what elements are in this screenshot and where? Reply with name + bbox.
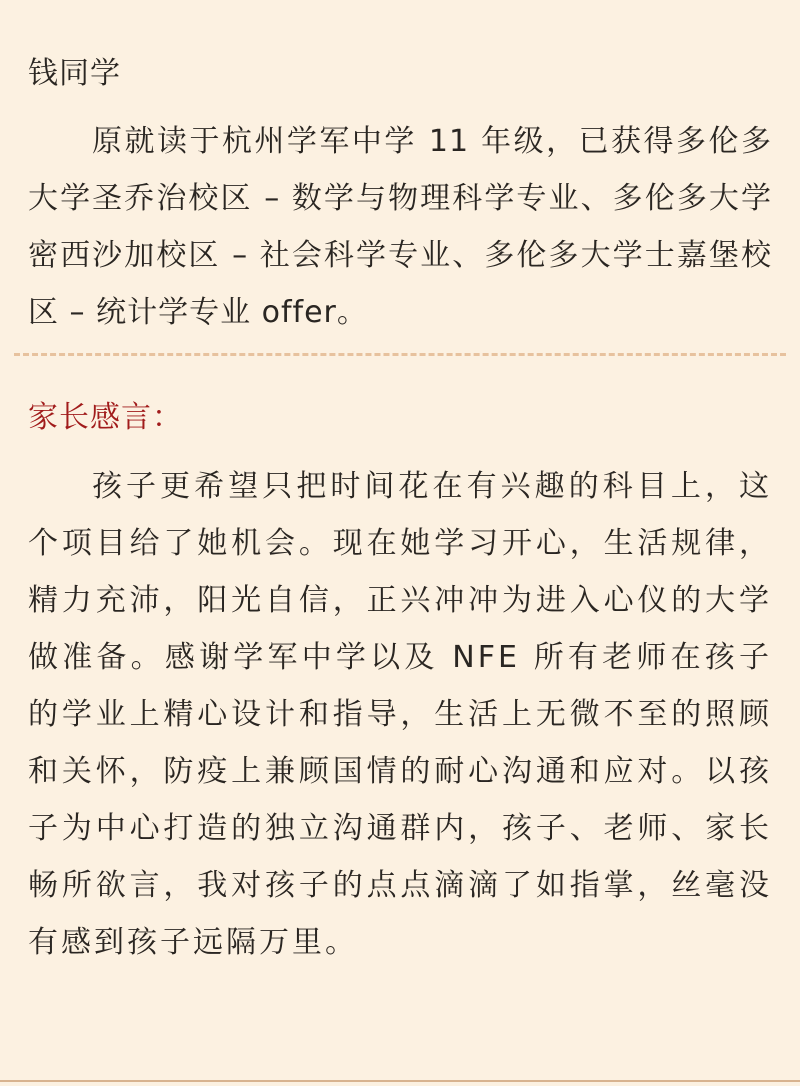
section-divider bbox=[14, 353, 786, 356]
parent-testimonial-text: 孩子更希望只把时间花在有兴趣的科目上，这个项目给了她机会。现在她学习开心，生活规律，精力充沛，阳光自信，正兴冲冲为进入心仪的大学做准备。感谢学军中学以及 NFE 所有老师在孩子的学业上精心设计和指导，生活上无微不至的照顾和关怀，防疫上兼顾国情的耐心沟通和应对。以孩子为中心打造的独立沟通群内，孩子、老师、家长畅所欲言，我对孩子的点点滴滴了如指掌，丝毫没有感到孩子远隔万里。 bbox=[28, 469, 772, 960]
student-intro: 原就读于杭州学军中学 11 年级，已获得多伦多大学圣乔治校区 – 数学与物理科学专业、多伦多大学密西沙加校区 – 社会科学专业、多伦多大学士嘉堡校区 – 统计学专业 offer。 bbox=[28, 124, 772, 330]
student-name: 钱同学 bbox=[28, 56, 121, 91]
parent-testimonial-title: 家长感言： bbox=[28, 400, 183, 435]
bottom-rule bbox=[0, 1080, 800, 1082]
